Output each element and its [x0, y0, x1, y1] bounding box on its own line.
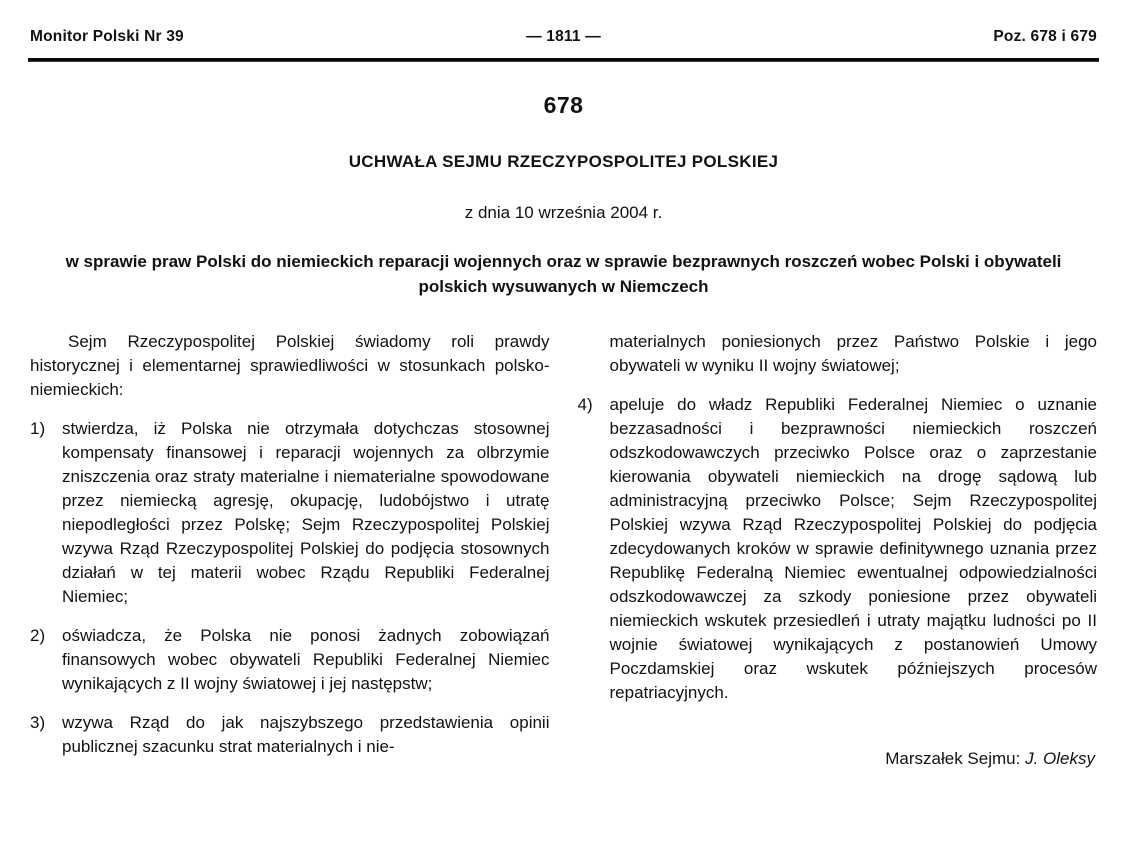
item-3-continuation: materialnych poniesionych przez Państwo Polskie i jego obywateli w wyniku II wojny światowej; — [609, 332, 1097, 375]
item-text: stwierdza, iż Polska nie otrzymała dotychczas stosownej kompensaty finansowej i reparacji wojennych za olbrzymie zniszczenia oraz straty materialne i niematerialne spowodowane przez niemiecką agresję, okupację, ludobójstwo i utratę niepodległości przez Polskę; Sejm Rzeczypospolitej Polskiej wzywa Rząd Rzeczypospolitej Polskiej do podjęcia stosownych działań w tej materii wobec Rządu Republiki Federalnej Niemiec; — [62, 419, 550, 606]
page-number: — 1811 — — [526, 28, 601, 45]
act-number: 678 — [543, 92, 584, 118]
position-number: Poz. 678 i 679 — [993, 28, 1097, 45]
item-text: apeluje do władz Republiki Federalnej Niemiec o uznanie bezzasadności i bezprawności niemieckich roszczeń odszkodowawczych przeciwko Polsce oraz o zaprzestanie kierowania obywateli niemieckich na drogę sądową lub administracyjną przeciwko Polsce; Sejm Rzeczypospolitej Polskiej wzywa Rząd Rzeczypospolitej Polskiej do podjęcia zdecydowanych kroków w sprawie definitywnego uznania przez Republikę Federalną Niemiec ewentualnej odpowiedzialności odszkodowawczej za szkody poniesione przez obywateli niemieckich wskutek przesiedleń i utraty majątku ludności po II wojnie światowej wynikających z postanowień Umowy Poczdamskiej oraz wskutek późniejszych procesów repatriacyjnych. — [609, 395, 1097, 702]
list-item-1 — [30, 417, 550, 609]
left-column — [30, 330, 550, 774]
list-item-3 — [30, 711, 550, 759]
act-subject: w sprawie praw Polski do niemieckich reparacji wojennych oraz w sprawie bezprawnych roszczeń wobec Polski i obywateli polskich wysuwanych w Niemczech — [65, 252, 1062, 296]
item-number: 3) — [30, 713, 46, 732]
signature-label: Marszałek Sejmu: — [885, 749, 1021, 768]
act-title: UCHWAŁA SEJMU RZECZYPOSPOLITEJ POLSKIEJ — [348, 152, 779, 171]
list-item-2 — [30, 624, 550, 696]
item-text: wzywa Rząd do jak najszybszego przedstawienia opinii publicznej szacunku strat materialnych i nie- — [62, 713, 550, 756]
item-number: 4) — [577, 395, 593, 414]
item-number: 2) — [30, 626, 46, 645]
signature-name: J. Oleksy — [1025, 749, 1095, 768]
right-column — [578, 330, 1098, 774]
item-text: oświadcza, że Polska nie ponosi żadnych zobowiązań finansowych wobec obywateli Republiki Federalnej Niemiec wynikających z II wojny światowej i jej następstw; — [62, 626, 550, 693]
body-columns — [30, 330, 1097, 774]
act-date: z dnia 10 września 2004 r. — [464, 203, 663, 222]
item-number: 1) — [30, 419, 46, 438]
list-item-4 — [578, 393, 1098, 705]
signature-line — [578, 747, 1098, 771]
intro-paragraph: Sejm Rzeczypospolitej Polskiej świadomy roli prawdy historycznej i elementarnej sprawiedliwości w stosunkach polsko-niemieckich: — [30, 332, 550, 399]
header-rule — [28, 58, 1099, 62]
journal-title: Monitor Polski Nr 39 — [30, 28, 184, 45]
running-head — [0, 0, 1127, 58]
